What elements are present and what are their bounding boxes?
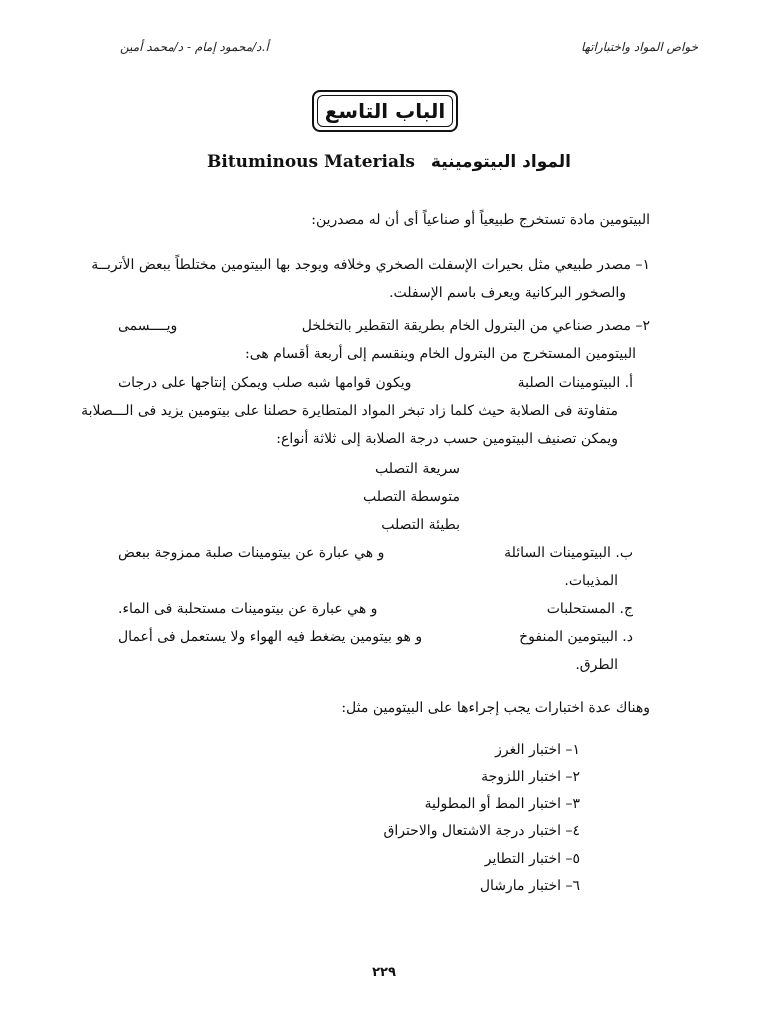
source1-line2: والصخور البركانية ويعرف باسم الإسفلت. <box>389 285 626 301</box>
item-a-text2: متفاوتة فى الصلابة حيث كلما زاد تبخر المواد المتطايرة حصلنا على بيتومين يزيد فى الـــصلابة <box>81 403 618 419</box>
chapter-subtitle <box>0 152 768 172</box>
intro-paragraph: البيتومين مادة تستخرج طبيعياً أو صناعياً أى أن له مصدرين: <box>311 212 650 228</box>
page-number: ٢٢٩ <box>372 965 396 980</box>
source2-line2: البيتومين المستخرج من البترول الخام وينقسم إلى أربعة أقسام هى: <box>245 346 636 362</box>
test-item-3: ٣– اختبار المط أو المطولية <box>424 796 580 812</box>
test-item-2: ٢– اختبار اللزوجة <box>481 769 580 785</box>
item-d-text1: و هو بيتومين يضغط فيه الهواء ولا يستعمل فى أعمال <box>118 629 423 645</box>
source1-line1: ١– مصدر طبيعي مثل بحيرات الإسفلت الصخري وخلافه ويوجد بها البيتومين مختلطاً ببعض الأتربــة <box>91 257 650 273</box>
item-c-text: و هي عبارة عن بيتومينات مستحلبة فى الماء. <box>118 601 378 617</box>
source2-line1: ٢– مصدر صناعي من البترول الخام بطريقة التقطير بالتخلخل <box>301 318 650 334</box>
item-b-text2: المذيبات. <box>564 573 618 589</box>
test-item-6: ٦– اختبار مارشال <box>479 878 580 894</box>
running-header-authors: أ.د/محمود إمام - د/محمد أمين <box>120 40 269 54</box>
item-a-label: أ. البيتومينات الصلبة <box>517 375 633 391</box>
chapter-title: الباب التاسع <box>324 99 446 123</box>
hardness-type-1: سريعة التصلب <box>375 461 460 477</box>
subtitle-english: Bituminous Materials <box>207 152 415 172</box>
hardness-type-2: متوسطة التصلب <box>362 489 460 505</box>
item-d-label: د. البيتومين المنفوخ <box>519 629 633 645</box>
item-b-text1: و هي عبارة عن بيتومينات صلبة ممزوجة ببعض <box>118 545 385 561</box>
tests-intro: وهناك عدة اختبارات يجب إجراءها على البيتومين مثل: <box>341 700 650 716</box>
item-a-text1: ويكون قوامها شبه صلب ويمكن إنتاجها على درجات <box>118 375 412 391</box>
item-c-label: ج. المستحلبات <box>546 601 633 617</box>
running-header-title: خواص المواد واختباراتها <box>581 40 698 54</box>
test-item-4: ٤– اختبار درجة الاشتعال والاحتراق <box>383 823 580 839</box>
item-d-text2: الطرق. <box>575 657 618 673</box>
chapter-title-box <box>312 90 458 132</box>
subtitle-arabic: المواد البيتومينية <box>430 152 571 172</box>
hardness-type-3: بطيئة التصلب <box>381 517 460 533</box>
item-b-label: ب. البيتومينات السائلة <box>504 545 633 561</box>
source2-line1-end: ويــــسمى <box>118 318 178 334</box>
item-a-text3: ويمكن تصنيف البيتومين حسب درجة الصلابة إلى ثلاثة أنواع: <box>276 431 618 447</box>
test-item-5: ٥– اختبار التطاير <box>484 851 580 867</box>
test-item-1: ١– اختبار الغرز <box>495 742 580 758</box>
